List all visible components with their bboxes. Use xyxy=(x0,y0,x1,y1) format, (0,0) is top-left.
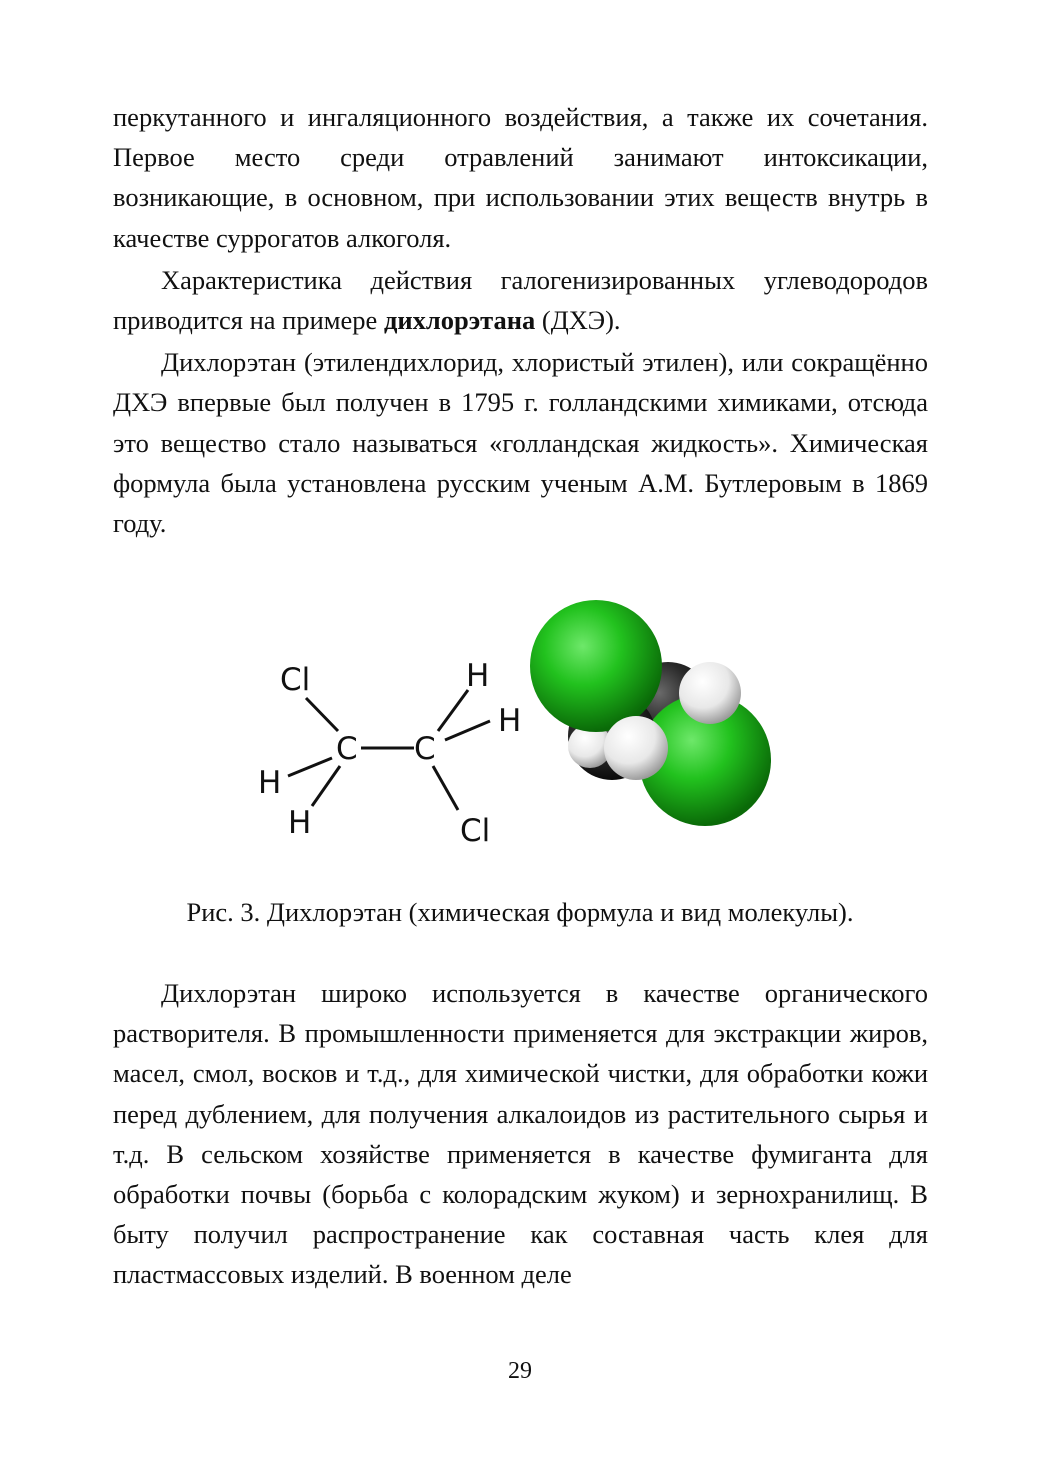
paragraph-2-tail: (ДХЭ). xyxy=(535,305,621,336)
atom-h-left: H xyxy=(258,765,282,801)
paragraph-1: перкутанного и ингаляционного воздействия, а также их сочетания. Первое место среди отравлений занимают интоксикации, возникающие, в основном, при использовании этих веществ внутрь в качестве суррогатов алкоголя. xyxy=(113,102,928,253)
paragraph-4: Дихлорэтан широко используется в качестве органического растворителя. В промышленности применяется для экстракции жиров, масел, смол, восков и т.д., для химической чистки, для обработки кожи перед дублением, для получения алкалоидов из растительного сырья и т.д. В сельском хозяйстве применяется в качестве фумиганта для обработки почвы (борьба с колорадским жуком) и зернохранилищ. В быту получил распространение как составная часть клея для пластмассовых изделий. В военном деле xyxy=(113,978,928,1290)
body-text-top xyxy=(113,97,928,543)
molecule-model xyxy=(530,600,771,826)
atom-cl-bottom: Cl xyxy=(460,813,491,849)
atom-c-right: C xyxy=(414,731,436,767)
body-text-bottom xyxy=(113,973,928,1295)
paragraph-2 xyxy=(113,260,928,340)
atom-cl-top: Cl xyxy=(280,662,311,698)
term-dichloroethane: дихлорэтана xyxy=(383,305,536,336)
figure-dichloroethane xyxy=(250,588,790,858)
structural-formula xyxy=(288,690,490,810)
paragraph-3: Дихлорэтан (этилендихлорид, хлористый этилен), или сокращённо ДХЭ впервые был получен в 1795 г. голландскими химиками, отсюда это вещество стало называться «голландская жидкость». Химическая формула была установлена русским ученым А.М. Бутлеровым в 1869 году. xyxy=(113,347,928,539)
atom-sphere-hydrogen-right xyxy=(679,662,741,724)
bond-c-h-right xyxy=(445,721,490,740)
figure-svg xyxy=(250,588,790,858)
atom-h-bottom: H xyxy=(288,805,312,841)
atom-h-top: H xyxy=(466,658,490,694)
bond-cl-c-left xyxy=(306,698,338,731)
figure-caption: Рис. 3. Дихлорэтан (химическая формула и вид молекулы). xyxy=(186,897,854,927)
atom-sphere-chlorine-top xyxy=(530,600,662,732)
paragraph-2-lead: Характеристика действия галогенизированных углеводородов приводится на примере xyxy=(113,264,928,336)
atom-c-left: C xyxy=(336,731,358,767)
bond-c-h-bottom xyxy=(312,766,340,806)
bond-c-h-left xyxy=(288,758,332,776)
page-number: 29 xyxy=(508,1358,532,1384)
atom-sphere-hydrogen-front xyxy=(604,716,668,780)
bond-c-cl-bottom xyxy=(433,766,458,810)
bond-c-h-top xyxy=(438,690,468,731)
atom-h-right: H xyxy=(498,703,522,739)
